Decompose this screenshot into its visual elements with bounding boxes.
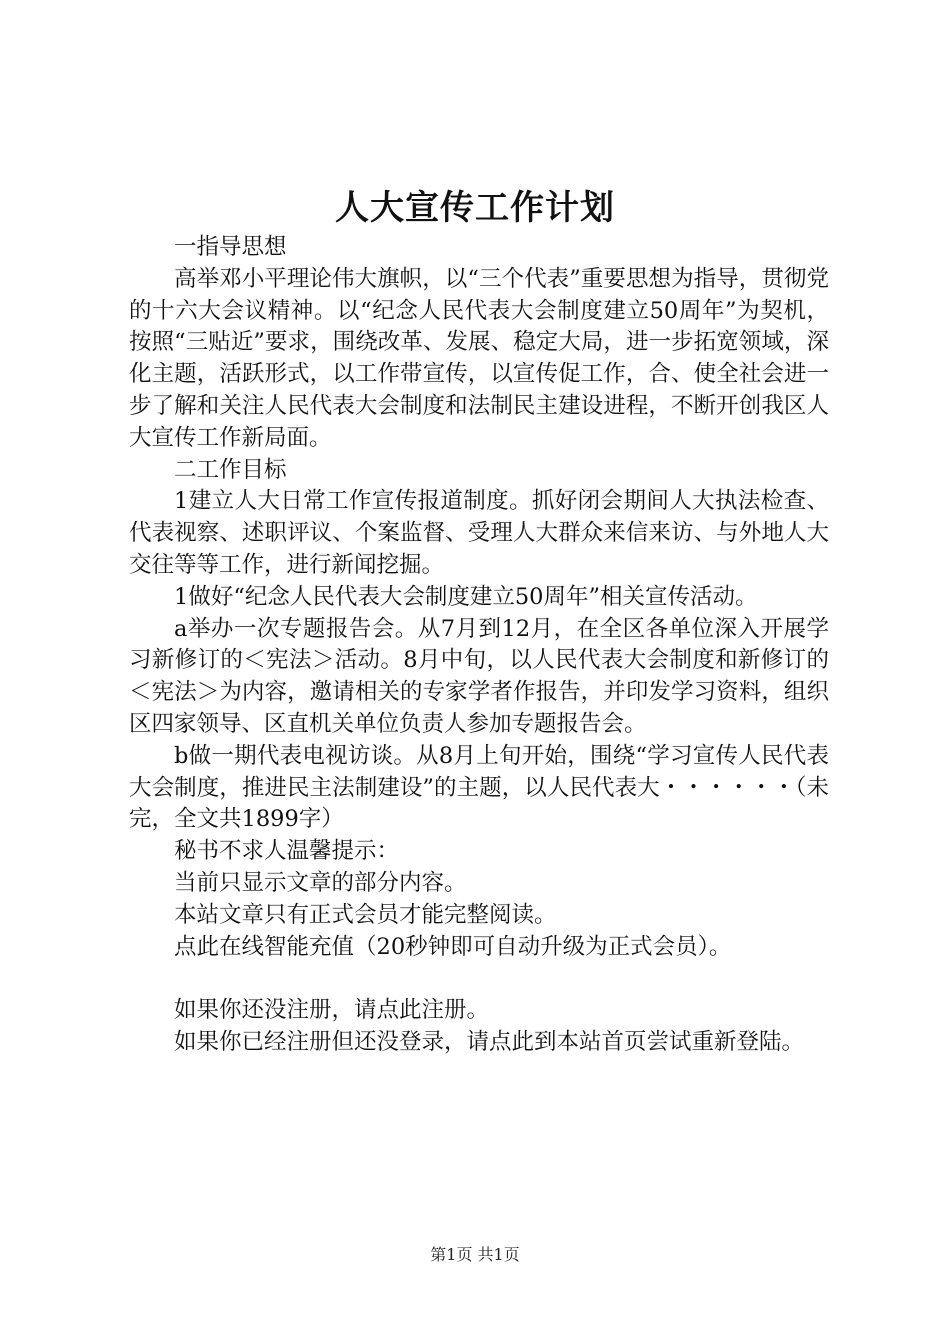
heading-work-goals: 二工作目标	[174, 456, 287, 483]
page-footer: 第1页 共1页	[430, 1245, 520, 1264]
recharge-link[interactable]: 点此在线智能充值（20秒钟即可自动升级为正式会员）。	[174, 933, 732, 960]
paragraph-guiding-ideology: 高举邓小平理论伟大旗帜，以“三个代表”重要思想为指导，贯彻党的十六大会议精神。以“纪念人民代表大会制度建立50周年”为契机，按照“三贴近”要求，围绕改革、发展、稳定大局，进一步拓宽领域，深化主题，活跃形式，以工作带宣传，以宣传促工作，合、使全社会进一步了解和关注人民代表大会制度和法制民主建设进程，不断开创我区人大宣传工作新局面。	[129, 265, 829, 451]
notice-heading: 秘书不求人温馨提示：	[174, 838, 400, 865]
notice-members-only: 本站文章只有正式会员才能完整阅读。	[174, 901, 557, 928]
paragraph-reporting-system: 1建立人大日常工作宣传报道制度。抓好闭会期间人大执法检查、代表视察、述职评议、个案监督、受理人大群众来信来访、与外地人大交往等等工作，进行新闻挖掘。	[129, 488, 829, 578]
heading-guiding-ideology: 一指导思想	[174, 234, 287, 260]
paragraph-special-report: a举办一次专题报告会。从7月到12月，在全区各单位深入开展学习新修订的＜宪法＞活动。8月中旬，以人民代表大会制度和新修订的＜宪法＞为内容，邀请相关的专家学者作报告，并印发学习资料，组织区四家领导、区直机关单位负责人参加专题报告会。	[129, 615, 829, 737]
login-link[interactable]: 如果你已经注册但还没登录，请点此到本站首页尝试重新登陆。	[174, 1028, 805, 1055]
notice-partial-content: 当前只显示文章的部分内容。	[174, 869, 467, 896]
register-link[interactable]: 如果你还没注册，请点此注册。	[174, 997, 490, 1024]
document-title: 人大宣传工作计划	[335, 188, 615, 228]
blank-line	[129, 963, 829, 995]
document-body	[129, 232, 829, 1059]
paragraph-anniversary-activities: 1做好“纪念人民代表大会制度建立50周年”相关宣传活动。	[174, 583, 758, 610]
paragraph-tv-interview: b做一期代表电视访谈。从8月上旬开始，围绕“学习宣传人民代表大会制度，推进民主法制建设”的主题，以人民代表大・・・・・・（未完，全文共1899字）	[129, 742, 829, 833]
